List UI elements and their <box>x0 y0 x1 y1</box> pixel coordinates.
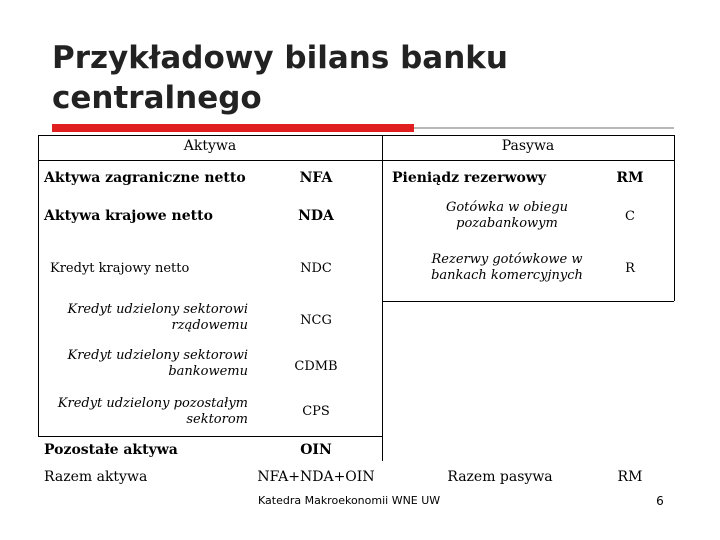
table-header-rule <box>38 160 674 161</box>
asset-banks-label: Kredyt udzielony sektorowi bankowemu <box>67 348 248 379</box>
asset-gov-symbol: NCG <box>300 313 332 328</box>
title-underline-rule <box>414 127 674 129</box>
footer-text: Katedra Makroekonomii WNE UW <box>258 494 441 507</box>
liability-reserve-label: Pieniądz rezerwowy <box>392 170 547 186</box>
asset-domestic-symbol: NDA <box>298 208 334 224</box>
asset-gov-label: Kredyt udzielony sektorowi rządowemu <box>67 302 248 333</box>
liability-reserve-symbol: RM <box>616 170 644 186</box>
asset-foreign-symbol: NFA <box>299 170 333 186</box>
table-left-bottom-rule <box>38 436 382 437</box>
asset-other-sectors-symbol: CPS <box>302 404 330 419</box>
table-center-divider <box>382 135 383 461</box>
page-title: Przykładowy bilans banku centralnego <box>52 40 508 116</box>
table-left-border <box>38 135 39 436</box>
asset-total-symbol: NFA+NDA+OIN <box>257 469 375 485</box>
asset-banks-symbol: CDMB <box>294 359 338 374</box>
liability-reserves-symbol: R <box>625 261 635 276</box>
asset-foreign-label: Aktywa zagraniczne netto <box>44 170 246 186</box>
liability-reserves-label: Rezerwy gotówkowe w bankach komercyjnych <box>431 252 583 283</box>
asset-credit-symbol: NDC <box>300 261 332 276</box>
asset-credit-label: Kredyt krajowy netto <box>50 261 190 276</box>
asset-other-label: Pozostałe aktywa <box>44 442 178 458</box>
asset-domestic-label: Aktywa krajowe netto <box>44 208 213 224</box>
liability-total-symbol: RM <box>617 469 643 485</box>
table-right-bottom-rule <box>382 301 674 302</box>
asset-total-label: Razem aktywa <box>44 469 148 485</box>
page-number: 6 <box>656 494 664 508</box>
asset-other-sectors-label: Kredyt udzielony pozostałym sektorom <box>57 396 248 427</box>
header-pasywa: Pasywa <box>501 138 555 154</box>
liability-total-label: Razem pasywa <box>447 469 553 485</box>
liability-cash-symbol: C <box>625 209 635 224</box>
asset-other-symbol: OIN <box>300 442 332 458</box>
table-top-border <box>38 135 674 136</box>
table-right-border <box>674 135 675 301</box>
liability-cash-label: Gotówka w obiegu pozabankowym <box>445 200 569 231</box>
header-aktywa: Aktywa <box>183 138 237 154</box>
title-underline-accent <box>52 124 414 132</box>
